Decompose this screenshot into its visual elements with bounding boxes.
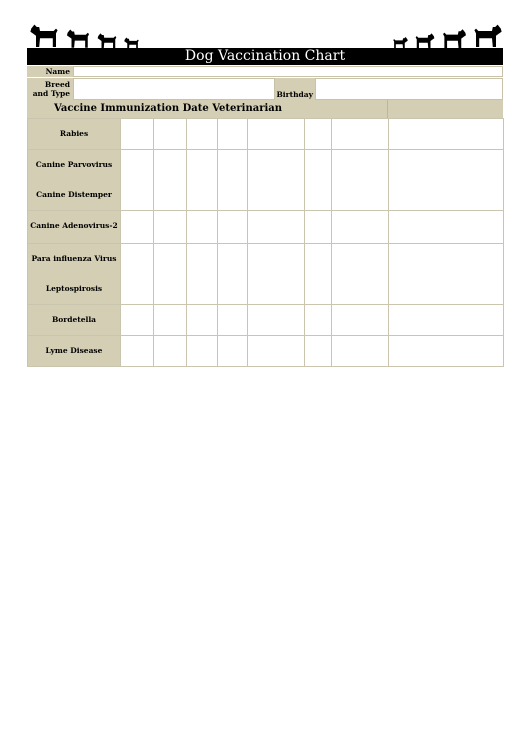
dog-silhouette-icon (472, 20, 504, 50)
entry-cell[interactable] (332, 119, 389, 150)
entry-cell[interactable] (248, 119, 305, 150)
breed-field[interactable] (73, 78, 275, 100)
vaccine-name-cell (28, 244, 121, 305)
entry-cell[interactable] (187, 336, 218, 367)
vaccine-label-adenovirus: Canine Adenovirus-2 (30, 221, 118, 230)
birthday-field[interactable] (315, 78, 503, 100)
table-header-spacer (388, 100, 503, 118)
entry-cell[interactable] (332, 244, 389, 305)
entry-cell[interactable] (121, 244, 154, 305)
entry-cell[interactable] (121, 119, 154, 150)
entry-cell[interactable] (305, 336, 332, 367)
vaccine-name-cell (28, 305, 121, 336)
entry-cell[interactable] (305, 305, 332, 336)
breed-label-line1: Breed (44, 80, 70, 89)
entry-cell[interactable] (248, 305, 305, 336)
breed-label-line2: and Type (32, 89, 70, 98)
dog-silhouettes-right (392, 14, 504, 50)
entry-cell[interactable] (389, 305, 504, 336)
entry-cell[interactable] (187, 119, 218, 150)
entry-cell[interactable] (121, 305, 154, 336)
name-row (27, 66, 503, 77)
name-field[interactable] (73, 66, 503, 77)
entry-cell[interactable] (187, 244, 218, 305)
table-row (28, 305, 504, 336)
entry-cell[interactable] (248, 244, 305, 305)
entry-cell[interactable] (154, 119, 187, 150)
dog-silhouettes-left (28, 14, 148, 50)
entry-cell[interactable] (121, 211, 154, 244)
entry-cell[interactable] (154, 150, 187, 211)
dog-silhouette-icon (441, 26, 468, 50)
entry-cell[interactable] (305, 244, 332, 305)
breed-row (27, 78, 503, 100)
entry-cell[interactable] (389, 336, 504, 367)
entry-cell[interactable] (218, 305, 248, 336)
vaccine-label-parvovirus: Canine Parvovirus (35, 160, 113, 169)
vaccine-label-leptospirosis: Leptospirosis (45, 284, 103, 293)
entry-cell[interactable] (218, 211, 248, 244)
entry-cell[interactable] (187, 150, 218, 211)
entry-cell[interactable] (332, 305, 389, 336)
entry-cell[interactable] (248, 150, 305, 211)
entry-cell[interactable] (305, 119, 332, 150)
entry-cell[interactable] (389, 119, 504, 150)
entry-cell[interactable] (248, 336, 305, 367)
entry-cell[interactable] (121, 150, 154, 211)
entry-cell[interactable] (332, 150, 389, 211)
entry-cell[interactable] (332, 336, 389, 367)
breed-label (27, 78, 73, 100)
entry-cell[interactable] (218, 336, 248, 367)
dog-silhouette-icon (28, 20, 60, 50)
entry-cell[interactable] (154, 211, 187, 244)
entry-cell[interactable] (154, 244, 187, 305)
entry-cell[interactable] (154, 305, 187, 336)
entry-cell[interactable] (248, 211, 305, 244)
entry-cell[interactable] (187, 211, 218, 244)
name-label: Name (27, 66, 73, 77)
entry-cell[interactable] (389, 211, 504, 244)
entry-cell[interactable] (389, 244, 504, 305)
dog-silhouette-icon (65, 26, 91, 50)
entry-cell[interactable] (121, 336, 154, 367)
vaccine-name-cell (28, 119, 121, 150)
vaccine-label-distemper: Canine Distemper (36, 190, 112, 199)
vaccination-table (27, 118, 504, 367)
vaccine-label-bordetella: Bordetella (51, 315, 97, 324)
table-row (28, 119, 504, 150)
entry-cell[interactable] (305, 211, 332, 244)
vaccine-name-cell (28, 336, 121, 367)
vaccine-label-lyme: Lyme Disease (45, 346, 103, 355)
table-row (28, 211, 504, 244)
vaccine-label-parainfluenza: Para influenza Virus (31, 254, 117, 263)
vaccine-name-cell (28, 211, 121, 244)
table-row (28, 150, 504, 211)
table-row (28, 244, 504, 305)
entry-cell[interactable] (389, 150, 504, 211)
table-row (28, 336, 504, 367)
entry-cell[interactable] (332, 211, 389, 244)
entry-cell[interactable] (218, 119, 248, 150)
entry-cell[interactable] (305, 150, 332, 211)
page-title: Dog Vaccination Chart (27, 48, 503, 65)
vaccine-name-cell (28, 150, 121, 211)
table-header (27, 100, 503, 118)
entry-cell[interactable] (187, 305, 218, 336)
birthday-label: Birthday (275, 78, 315, 100)
entry-cell[interactable] (154, 336, 187, 367)
entry-cell[interactable] (218, 244, 248, 305)
table-header-text: Vaccine Immunization Date Veterinarian (27, 100, 388, 118)
vaccine-label-rabies: Rabies (59, 129, 89, 138)
entry-cell[interactable] (218, 150, 248, 211)
